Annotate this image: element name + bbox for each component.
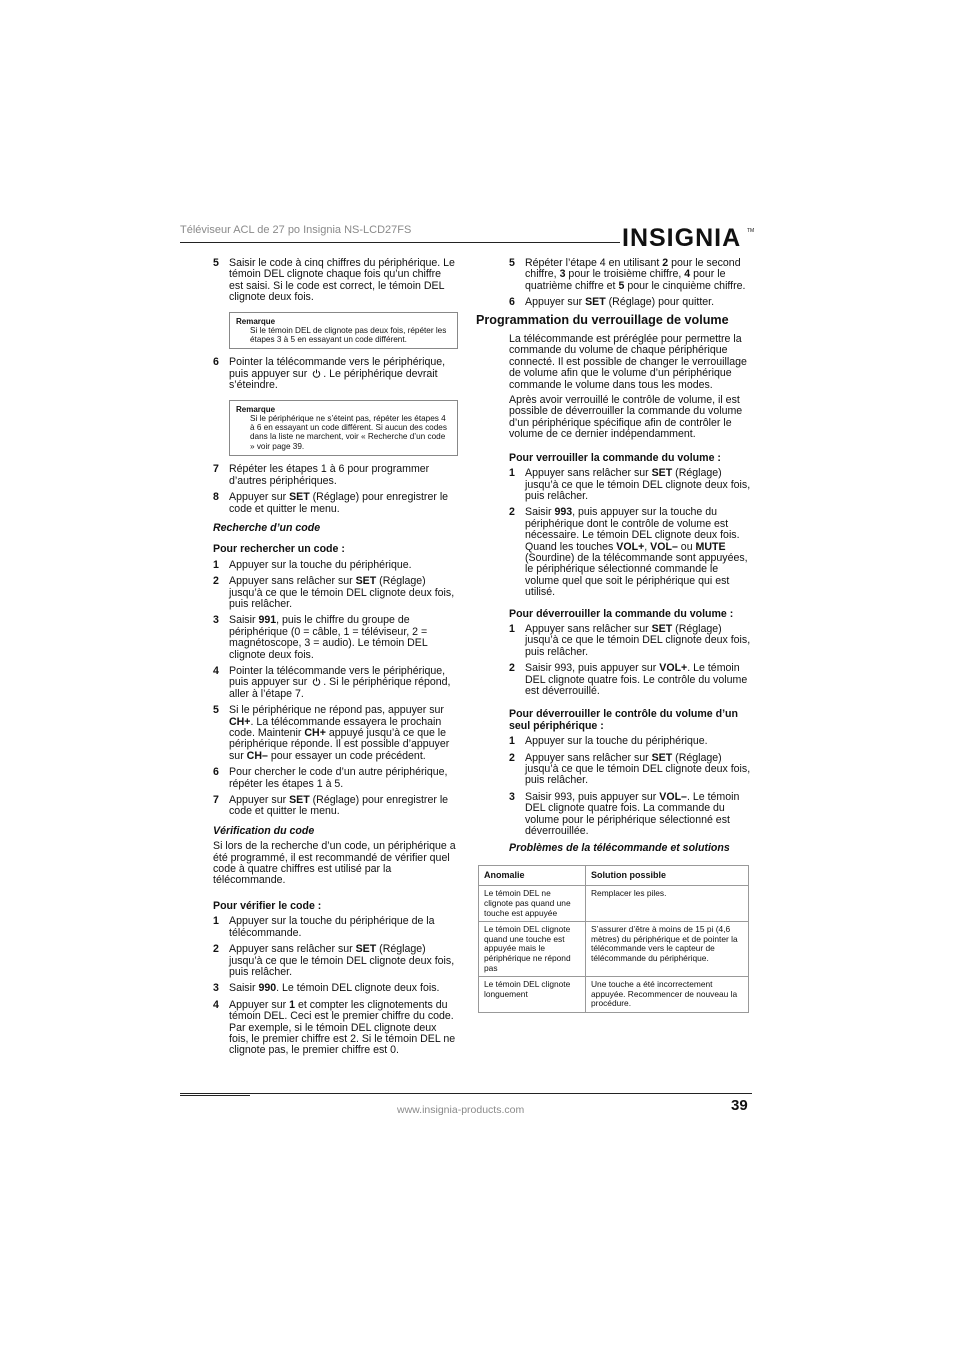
solution-cell: Remplacer les piles.	[586, 886, 749, 922]
note-body: Si le témoin DEL de clignote pas deux fois, répéter les étapes 3 à 5 en essayant un code différent.	[250, 325, 447, 345]
step-4: 4 Appuyer sur 1 et compter les clignotements du témoin DEL. Ceci est le premier chiffre du code. Par exemple, si le témoin DEL clignote deux fois, le premier chiffre est 2. Si le témoin DEL ne clignote pas, le premier chiffre est 0.	[213, 998, 456, 1057]
section-heading: Vérification du code	[213, 824, 315, 837]
step-3: 3 Saisir 993, puis appuyer sur VOL–. Le témoin DEL clignote quatre fois. La commande du volume pour le périphérique sélectionné est déverrouillée.	[509, 790, 740, 838]
svg-text:TM: TM	[747, 228, 754, 234]
footer-rule	[180, 1093, 752, 1094]
header-title: Téléviseur ACL de 27 po Insignia NS-LCD27FS	[180, 224, 412, 236]
step-5: 5 Saisir le code à cinq chiffres du périphérique. Le témoin DEL clignote chaque fois qu’un chiffre est saisi. Si le code est correct, le témoin DEL clignote deux fois.	[213, 257, 455, 304]
header-rule	[180, 242, 620, 243]
footer-url: www.insignia-products.com	[397, 1104, 525, 1116]
paragraph: Après avoir verrouillé le contrôle de volume, il est possible de déverrouiller la commande du volume d’un périphérique spécifique afin de contrôler le volume de ce dernier indépendamment.	[509, 394, 743, 441]
step-1: 1 Appuyer sans relâcher sur SET (Réglage) jusqu’à ce que le témoin DEL clignote deux fois, puis relâcher.	[509, 622, 751, 658]
step-6: 6 Pointer la télécommande vers le périphérique, puis appuyer sur . Le périphérique devrait s’éteindre.	[213, 356, 446, 392]
step-1: 1 Appuyer sans relâcher sur SET (Réglage) jusqu’à ce que le témoin DEL clignote deux fois, puis relâcher.	[509, 467, 751, 502]
troubleshooting-table	[478, 865, 749, 1013]
note-body: Si le périphérique ne s’éteint pas, répéter les étapes 4 à 6 en essayant un code différent. Si aucun des codes dans la liste ne marchent, voir « Recherche d’un code » voir page 39.	[250, 413, 447, 451]
solution-cell: Une touche a été incorrectement appuyée. Recommencer de nouveau la procédure.	[586, 977, 749, 1013]
problem-cell: Le témoin DEL clignote quand une touche est appuyée mais le périphérique ne répond pas	[479, 922, 586, 977]
step-2: 2 Appuyer sans relâcher sur SET (Réglage) jusqu’à ce que le témoin DEL clignote deux fois, puis relâcher.	[213, 575, 455, 610]
step-4: 4 Pointer la télécommande vers le périphérique, puis appuyer sur . Si le périphérique répond, aller à l’étape 7.	[213, 664, 451, 700]
insignia-logo	[622, 218, 754, 254]
sub-heading: Pour vérifier le code :	[213, 899, 322, 912]
sub-heading: Pour déverrouiller la commande du volume :	[509, 607, 734, 620]
power-icon	[312, 369, 321, 378]
sub-heading: Pour rechercher un code :	[213, 543, 345, 556]
step-7: 7 Répéter les étapes 1 à 6 pour programmer d’autres périphériques.	[213, 463, 430, 487]
solution-cell: S’assurer d’être à moins de 15 pi (4,6 mètres) du périphérique et de pointer la télécommande vers le capteur de télécommande du périphérique.	[586, 922, 749, 977]
step-2: 2 Appuyer sans relâcher sur SET (Réglage) jusqu’à ce que le témoin DEL clignote deux fois, puis relâcher.	[213, 943, 455, 978]
section-title: Programmation du verrouillage de volume	[476, 312, 729, 327]
note-box	[229, 312, 458, 350]
problem-cell: Le témoin DEL clignote longuement	[479, 977, 586, 1013]
section-heading: Problèmes de la télécommande et solutions	[509, 842, 730, 855]
step-3: 3 Saisir 990. Le témoin DEL clignote deux fois.	[213, 982, 440, 995]
step-1: 1 Appuyer sur la touche du périphérique.	[213, 558, 412, 571]
table-header-problem: Anomalie	[479, 865, 586, 886]
note-title: Remarque	[236, 404, 276, 414]
note-box	[229, 400, 458, 457]
step-7: 7 Appuyer sur SET (Réglage) pour enregistrer le code et quitter le menu.	[213, 794, 449, 818]
paragraph: Si lors de la recherche d’un code, un périphérique a été programmé, il est recommandé de vérifier quel code à quatre chiffres est utilisé par la télécommande.	[213, 840, 456, 887]
power-icon	[312, 677, 321, 686]
step-3: 3 Saisir 991, puis le chiffre du groupe de périphérique (0 = câble, 1 = téléviseur, 2 = magnétoscope, 3 = audio). Le témoin DEL clignote deux fois.	[213, 614, 428, 661]
right-column	[476, 257, 751, 1013]
paragraph: La télécommande est préréglée pour permettre la commande du volume de chaque périphérique connecté. Il est possible de changer le verrouillage de volume afin que le volume d’un périphérique commande le volume dans tous les modes.	[509, 333, 747, 391]
step-1: 1 Appuyer sur la touche du périphérique.	[509, 735, 708, 748]
sub-heading: Pour verrouiller la commande du volume :	[509, 451, 721, 464]
footer-rule-accent	[180, 1095, 250, 1096]
step-5: 5 Si le périphérique ne répond pas, appuyer sur CH+. La télécommande essayera le prochain code. Maintenir CH+ appuyé jusqu’à ce que le périphérique réponde. Il est possible d’appuyer sur CH– pour essayer un code précédent.	[213, 704, 450, 762]
step-2: 2 Appuyer sans relâcher sur SET (Réglage) jusqu’à ce que le témoin DEL clignote deux fois, puis relâcher.	[509, 751, 751, 787]
problem-cell: Le témoin DEL ne clignote pas quand une touche est appuyée	[479, 886, 586, 922]
step-6: 6 Pour chercher le code d’un autre périphérique, répéter les étapes 1 à 5.	[213, 766, 448, 790]
page-number: 39	[731, 1097, 748, 1114]
section-heading: Recherche d’un code	[213, 521, 321, 534]
table-row	[479, 886, 749, 922]
table-row	[479, 922, 749, 977]
step-8: 8 Appuyer sur SET (Réglage) pour enregistrer le code et quitter le menu.	[213, 491, 449, 515]
step-2: 2 Saisir 993, puis appuyer sur la touche du périphérique dont le contrôle de volume est nécessaire. Le témoin DEL clignote deux fois. Quand les touches VOL+, VOL– ou MUTE (Sourdine) de la télécommande sont appuyées, le périphérique sélectionné commande le volume quel que soit le périphérique qui est utilisé.	[509, 506, 748, 599]
table-header-solution: Solution possible	[586, 865, 749, 886]
step-1: 1 Appuyer sur la touche du périphérique de la télécommande.	[213, 915, 435, 939]
left-column	[213, 258, 458, 1062]
step-6: 6 Appuyer sur SET (Réglage) pour quitter.	[509, 296, 715, 309]
note-title: Remarque	[236, 316, 276, 326]
logo-text: INSIGNIA	[622, 224, 742, 252]
table-row	[479, 977, 749, 1013]
step-2: 2 Saisir 993, puis appuyer sur VOL+. Le témoin DEL clignote quatre fois. Le contrôle du volume est déverrouillé.	[509, 662, 748, 697]
step-5: 5 Répéter l’étape 4 en utilisant 2 pour le second chiffre, 3 pour le troisième chiffre, 4 pour le quatrième chiffre et 5 pour le cinquième chiffre.	[509, 257, 746, 292]
sub-heading: Pour déverrouiller le contrôle du volume d’un seul périphérique :	[509, 708, 738, 732]
